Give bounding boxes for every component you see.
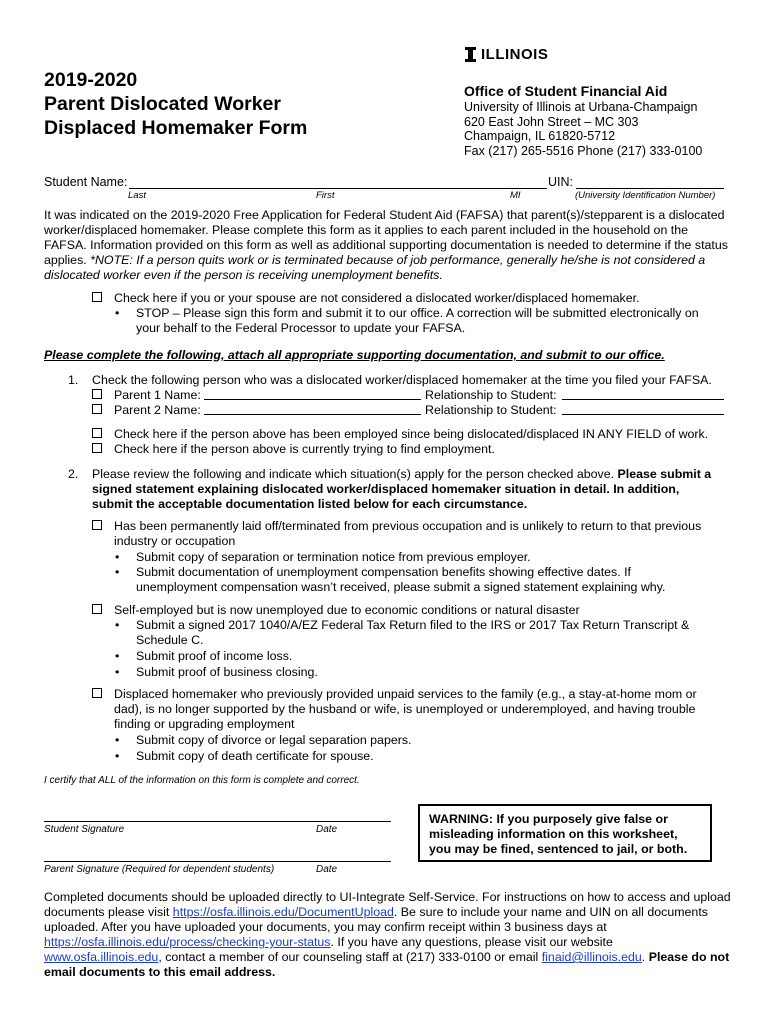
instructions-heading: Please complete the following, attach all appropriate supporting documentation, and submit to our office. — [44, 348, 665, 362]
intro-note: *NOTE: If a person quits work or is terminated because of job performance, generally he/she is not considered a dislocated worker even if the person is receiving unemployment benefits. — [44, 253, 706, 282]
office-line4: Fax (217) 265-5516 Phone (217) 333-0100 — [464, 143, 703, 158]
uin-field[interactable] — [576, 188, 724, 189]
laid-off-bullet1: • Submit copy of separation or termination notice from previous employer. — [136, 550, 531, 565]
trying-label: Check here if the person above is currently trying to find employment. — [114, 442, 495, 456]
footer-instructions — [44, 890, 734, 980]
q1-number: 1. — [68, 373, 79, 387]
office-address — [464, 83, 702, 158]
title-year: 2019-2020 — [44, 69, 138, 91]
footer-text5: . — [641, 950, 649, 964]
homemaker-bullet2: • Submit copy of death certificate for spouse. — [136, 749, 374, 764]
employed-row — [92, 427, 708, 442]
intro-text: It was indicated on the 2019-2020 Free Application for Federal Student Aid (FAFSA) that parent(s)/stepparent is a dislocated worker/displaced homemaker. Please complete this form as it applies to each parent included in the household on the FAFSA. Information provided on this form as well as additional supporting documentation is needed to determine if the status applies. — [44, 208, 728, 267]
website-link[interactable]: www.osfa.illinois.edu — [44, 950, 159, 964]
document-upload-link[interactable]: https://osfa.illinois.edu/DocumentUpload — [172, 905, 394, 919]
last-sublabel: Last — [128, 190, 146, 201]
homemaker-option — [92, 687, 697, 732]
illinois-logo — [465, 46, 548, 63]
laid-off-line2: industry or occupation — [114, 534, 236, 548]
q1-text: Check the following person who was a dislocated worker/displaced homemaker at the time you filed your FAFSA. — [92, 373, 712, 387]
parent2-relationship-label: Relationship to Student: — [425, 403, 557, 417]
parent2-label: Parent 2 Name: — [114, 403, 201, 417]
homemaker-line3: finding or upgrading employment — [114, 717, 295, 731]
logo-text: ILLINOIS — [481, 46, 549, 63]
warning-line3: you may be fined, sentenced to jail, or both. — [429, 842, 688, 856]
parent-signature-line[interactable] — [44, 861, 391, 862]
q2-intro: Please review the following and indicate which situation(s) apply for the person checked above. — [92, 467, 618, 481]
office-name: Office of Student Financial Aid — [464, 83, 668, 99]
student-name-field[interactable] — [129, 188, 547, 189]
homemaker-line1: Displaced homemaker who previously provided unpaid services to the family (e.g., a stay-at-home mom or — [114, 687, 697, 701]
self-employed-bullet2: • Submit proof of income loss. — [136, 649, 292, 664]
parent2-checkbox[interactable] — [92, 404, 102, 414]
warning-line1: WARNING: If you purposely give false or — [429, 812, 668, 826]
trying-row — [92, 442, 495, 457]
self-employed-bullet3: • Submit proof of business closing. — [136, 665, 318, 680]
stop-bullet — [136, 306, 699, 336]
self-employed-bullet1-line1: • Submit a signed 2017 1040/A/EZ Federal Tax Return filed to the IRS or 2017 Tax Return Transcript & — [136, 618, 690, 632]
parent1-relationship-label: Relationship to Student: — [425, 388, 557, 402]
form-title — [44, 68, 307, 140]
title-line2: Parent Dislocated Worker — [44, 93, 281, 115]
parent1-name-field[interactable] — [204, 399, 421, 400]
parent2-name-field[interactable] — [204, 414, 421, 415]
uin-sublabel: (University Identification Number) — [575, 190, 716, 201]
first-sublabel: First — [316, 190, 335, 201]
title-line3: Displaced Homemaker Form — [44, 117, 308, 139]
parent1-row — [92, 388, 725, 403]
not-dislocated-label: Check here if you or your spouse are not considered a dislocated worker/displaced homemaker. — [114, 291, 640, 305]
q2-bold3: submit the acceptable documentation listed below for each circumstance. — [92, 497, 528, 511]
q2-text — [92, 467, 732, 512]
parent1-relationship-field[interactable] — [562, 399, 724, 400]
trying-checkbox[interactable] — [92, 443, 102, 453]
laid-off-option — [92, 519, 701, 549]
self-employed-bullet1 — [136, 618, 689, 648]
footer-text4: , contact a member of our counseling staff at (217) 333-0100 or email — [158, 950, 542, 964]
student-date-label: Date — [316, 824, 338, 835]
checking-status-link[interactable]: https://osfa.illinois.edu/process/checking-your-status — [44, 935, 331, 949]
laid-off-bullet2 — [136, 565, 665, 595]
office-line3: Champaign, IL 61820-5712 — [464, 129, 616, 143]
employed-label: Check here if the person above has been employed since being dislocated/displaced IN ANY FIELD of work. — [114, 427, 709, 441]
footer-text1: Completed documents should be uploaded directly to UI-Integrate Self-Service. For instructions on how to access and upload documents please visit — [44, 890, 731, 919]
laid-off-bullet2-line2: unemployment compensation wasn’t received, please submit a signed statement explaining why. — [136, 580, 666, 594]
homemaker-checkbox[interactable] — [92, 688, 102, 698]
certify-statement: I certify that ALL of the information on this form is complete and correct. — [44, 775, 360, 786]
q2-number: 2. — [68, 467, 79, 481]
student-name-row — [44, 175, 724, 205]
q2-bold2: signed statement explaining dislocated worker/displaced homemaker situation in detail. In addition, — [92, 482, 680, 496]
email-link[interactable]: finaid@illinois.edu — [541, 950, 642, 964]
parent-date-label: Date — [316, 864, 338, 875]
parent-signature-label: Parent Signature (Required for dependent students) — [44, 864, 275, 875]
stop-line2: your behalf to the Federal Processor to update your FAFSA. — [136, 321, 466, 335]
uin-label: UIN: — [548, 175, 573, 189]
warning-box — [418, 804, 712, 862]
homemaker-bullet1: • Submit copy of divorce or legal separation papers. — [136, 733, 412, 748]
student-signature-line[interactable] — [44, 821, 391, 822]
office-line2: 620 East John Street – MC 303 — [464, 114, 639, 129]
footer-text2: . Be sure to include your name and UIN on all documents uploaded. After you have uploaded your documents, you may confirm receipt within 3 business days at — [44, 905, 708, 934]
laid-off-checkbox[interactable] — [92, 520, 102, 530]
laid-off-line1: Has been permanently laid off/terminated from previous occupation and is unlikely to return to that previous — [114, 519, 702, 533]
parent1-checkbox[interactable] — [92, 389, 102, 399]
student-name-label: Student Name: — [44, 175, 128, 189]
warning-line2: misleading information on this worksheet, — [429, 827, 678, 841]
employed-checkbox[interactable] — [92, 428, 102, 438]
parent2-row — [92, 403, 725, 418]
parent2-relationship-field[interactable] — [562, 414, 724, 415]
q2-bold1: Please submit a — [617, 467, 712, 481]
intro-paragraph — [44, 208, 734, 283]
stop-line1: • STOP – Please sign this form and submit it to our office. A correction will be submitted electronically on — [136, 306, 699, 320]
self-employed-checkbox[interactable] — [92, 604, 102, 614]
footer-bold-note: Please do not email documents to this email address. — [44, 950, 730, 979]
laid-off-bullet2-line1: • Submit documentation of unemployment compensation benefits showing effective dates. If — [136, 565, 631, 579]
self-employed-bullet1-line2: Schedule C. — [136, 633, 204, 647]
not-dislocated-row — [92, 291, 640, 306]
self-employed-label: Self-employed but is now unemployed due to economic conditions or natural disaster — [114, 603, 580, 617]
parent1-label: Parent 1 Name: — [114, 388, 201, 402]
mi-sublabel: MI — [510, 190, 521, 201]
self-employed-option — [92, 603, 580, 618]
homemaker-line2: dad), is no longer supported by the husband or wife, is unemployed or underemployed, and having trouble — [114, 702, 696, 716]
not-dislocated-checkbox[interactable] — [92, 292, 102, 302]
block-i-icon — [465, 47, 476, 62]
office-line1: University of Illinois at Urbana-Champaign — [464, 100, 698, 114]
footer-text3: . If you have any questions, please visit our website — [330, 935, 613, 949]
student-signature-label: Student Signature — [44, 824, 125, 835]
